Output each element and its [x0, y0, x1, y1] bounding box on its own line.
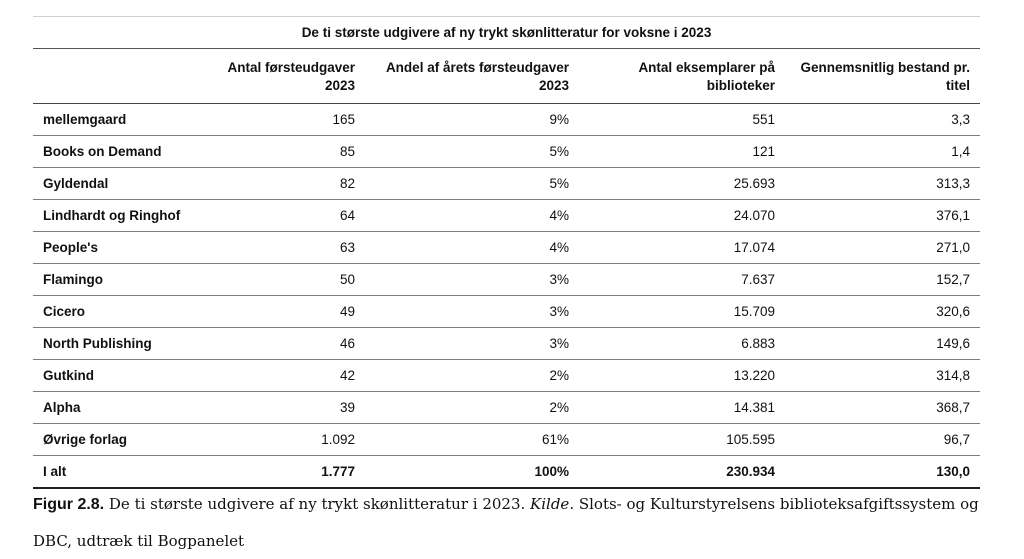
table-cell: 1.092: [208, 424, 365, 456]
column-header: Gennemsnitlig bestand pr. titel: [785, 49, 980, 104]
table-total-row: [33, 456, 980, 489]
publisher-name-cell: Gutkind: [33, 360, 208, 392]
table-cell: 314,8: [785, 360, 980, 392]
table-cell: 6.883: [579, 328, 785, 360]
column-header: Andel af årets førsteudgaver 2023: [365, 49, 579, 104]
table-cell: 130,0: [785, 456, 980, 489]
table-cell: 271,0: [785, 232, 980, 264]
table-cell: 17.074: [579, 232, 785, 264]
table-cell: 4%: [365, 232, 579, 264]
table-cell: 1.777: [208, 456, 365, 489]
table-cell: 9%: [365, 104, 579, 136]
table-cell: 5%: [365, 168, 579, 200]
table-cell: 39: [208, 392, 365, 424]
publisher-name-cell: Gyldendal: [33, 168, 208, 200]
column-header: Antal eksemplarer på biblioteker: [579, 49, 785, 104]
table-cell: 105.595: [579, 424, 785, 456]
caption-source-text: . Slots- og Kulturstyrelsens biblioteksafgiftssystem og DBC, udtræk til Bogpanelet: [33, 495, 979, 550]
table-cell: 4%: [365, 200, 579, 232]
table-cell: 7.637: [579, 264, 785, 296]
table-cell: 61%: [365, 424, 579, 456]
publisher-name-cell: North Publishing: [33, 328, 208, 360]
table-row: [33, 360, 980, 392]
figure-label: Figur 2.8.: [33, 496, 105, 513]
table-body: [33, 104, 980, 489]
table-cell: 551: [579, 104, 785, 136]
table-row: [33, 168, 980, 200]
caption-source-label: Kilde: [530, 495, 570, 513]
table-row: [33, 200, 980, 232]
figure-caption: [33, 486, 993, 559]
table-cell: 64: [208, 200, 365, 232]
table-cell: 376,1: [785, 200, 980, 232]
table-cell: 85: [208, 136, 365, 168]
table-cell: 2%: [365, 392, 579, 424]
publishers-table: [33, 16, 980, 489]
table-cell: 100%: [365, 456, 579, 489]
publisher-name-cell: I alt: [33, 456, 208, 489]
table-row: [33, 392, 980, 424]
table-row: [33, 232, 980, 264]
publishers-table-container: [33, 16, 980, 489]
table-title-row: [33, 17, 980, 49]
table-cell: 3%: [365, 328, 579, 360]
table-cell: 1,4: [785, 136, 980, 168]
table-row: [33, 424, 980, 456]
table-cell: 3%: [365, 296, 579, 328]
table-cell: 368,7: [785, 392, 980, 424]
publisher-name-cell: Books on Demand: [33, 136, 208, 168]
publisher-name-cell: Cicero: [33, 296, 208, 328]
table-row: [33, 328, 980, 360]
table-cell: 121: [579, 136, 785, 168]
table-cell: 320,6: [785, 296, 980, 328]
table-cell: 152,7: [785, 264, 980, 296]
table-cell: 313,3: [785, 168, 980, 200]
publisher-name-cell: Lindhardt og Ringhof: [33, 200, 208, 232]
table-cell: 14.381: [579, 392, 785, 424]
table-cell: 5%: [365, 136, 579, 168]
publisher-name-cell: Øvrige forlag: [33, 424, 208, 456]
table-cell: 49: [208, 296, 365, 328]
publisher-name-cell: mellemgaard: [33, 104, 208, 136]
table-row: [33, 136, 980, 168]
column-header: [33, 49, 208, 104]
table-cell: 15.709: [579, 296, 785, 328]
publisher-name-cell: Flamingo: [33, 264, 208, 296]
table-row: [33, 104, 980, 136]
table-cell: 3%: [365, 264, 579, 296]
publisher-name-cell: Alpha: [33, 392, 208, 424]
table-cell: 96,7: [785, 424, 980, 456]
table-cell: 46: [208, 328, 365, 360]
table-cell: 50: [208, 264, 365, 296]
table-cell: 25.693: [579, 168, 785, 200]
caption-text: De ti største udgivere af ny trykt skønlitteratur i 2023.: [104, 495, 531, 513]
table-cell: 24.070: [579, 200, 785, 232]
table-cell: 42: [208, 360, 365, 392]
table-cell: 149,6: [785, 328, 980, 360]
table-cell: 165: [208, 104, 365, 136]
table-cell: 3,3: [785, 104, 980, 136]
table-cell: 13.220: [579, 360, 785, 392]
table-cell: 230.934: [579, 456, 785, 489]
table-row: [33, 264, 980, 296]
table-cell: 2%: [365, 360, 579, 392]
table-header-row: [33, 49, 980, 104]
table-title: De ti største udgivere af ny trykt skønlitteratur for voksne i 2023: [33, 17, 980, 49]
table-row: [33, 296, 980, 328]
column-header: Antal førsteudgaver 2023: [208, 49, 365, 104]
table-cell: 63: [208, 232, 365, 264]
table-cell: 82: [208, 168, 365, 200]
publisher-name-cell: People's: [33, 232, 208, 264]
